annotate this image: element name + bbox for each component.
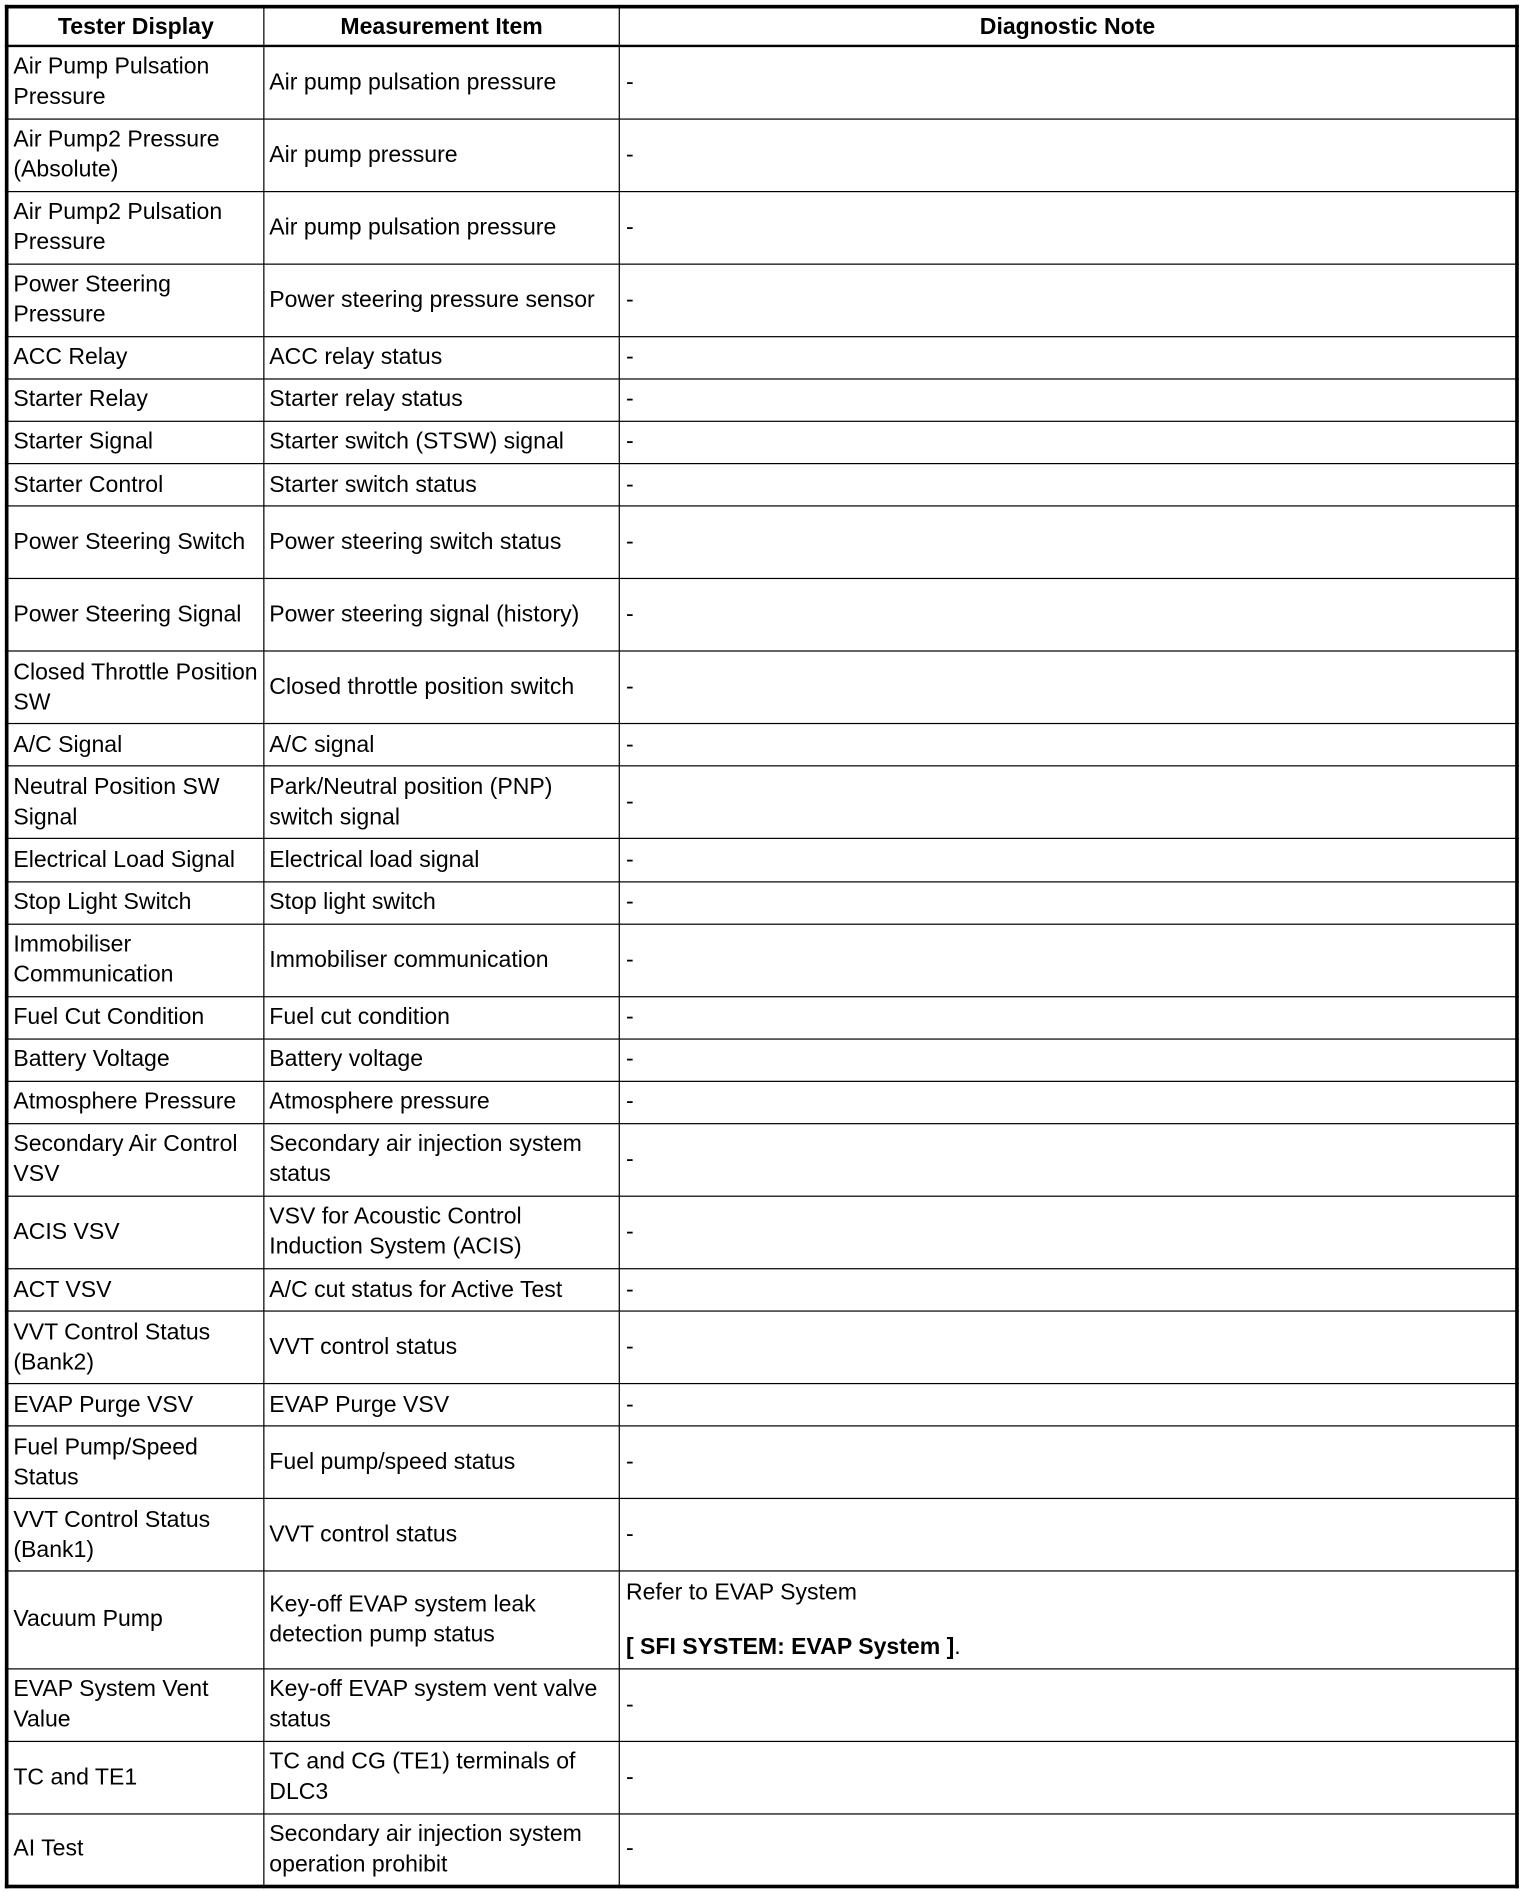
table-row [7, 1123, 1517, 1196]
measurement-item-cell: Fuel cut condition [264, 996, 619, 1038]
table-row [7, 881, 1517, 923]
table-row [7, 1668, 1517, 1741]
diagnostic-note-cell: - [619, 881, 1517, 923]
tester-display-cell: Fuel Pump/Speed Status [7, 1426, 264, 1499]
diagnostic-note-cell: - [619, 506, 1517, 579]
tester-display-cell: TC and TE1 [7, 1741, 264, 1814]
tester-display-cell: ACIS VSV [7, 1196, 264, 1269]
measurement-item-cell: Electrical load signal [264, 839, 619, 881]
measurement-item-cell: EVAP Purge VSV [264, 1384, 619, 1426]
table-row [7, 924, 1517, 997]
table-row [7, 1269, 1517, 1311]
table-row [7, 1741, 1517, 1814]
measurement-item-cell: ACC relay status [264, 337, 619, 379]
table-row [7, 651, 1517, 724]
tester-display-cell: Neutral Position SW Signal [7, 766, 264, 839]
diagnostic-note-cell: - [619, 766, 1517, 839]
table-row [7, 1081, 1517, 1123]
tester-display-cell: Vacuum Pump [7, 1571, 264, 1668]
table-row [7, 579, 1517, 652]
table-row [7, 1571, 1517, 1668]
tester-display-cell: EVAP Purge VSV [7, 1384, 264, 1426]
measurement-item-cell: VSV for Acoustic Control Induction System (ACIS) [264, 1196, 619, 1269]
diagnostic-note-cell: - [619, 1499, 1517, 1572]
table-row [7, 1426, 1517, 1499]
header-tester-display: Tester Display [7, 7, 264, 46]
tester-display-cell: EVAP System Vent Value [7, 1668, 264, 1741]
table-row [7, 119, 1517, 192]
diagnostic-note-cell: - [619, 1081, 1517, 1123]
tester-display-cell: Closed Throttle Position SW [7, 651, 264, 724]
measurement-item-cell: Atmosphere pressure [264, 1081, 619, 1123]
tester-display-cell: Electrical Load Signal [7, 839, 264, 881]
tester-display-cell: Starter Signal [7, 421, 264, 463]
measurement-item-cell: Air pump pulsation pressure [264, 191, 619, 264]
measurement-item-cell: A/C signal [264, 724, 619, 766]
diagnostic-note-cell: - [619, 579, 1517, 652]
table-row [7, 191, 1517, 264]
tester-display-cell: Atmosphere Pressure [7, 1081, 264, 1123]
measurement-item-cell: Air pump pressure [264, 119, 619, 192]
diagnostic-note-cell: - [619, 839, 1517, 881]
tester-display-cell: VVT Control Status (Bank2) [7, 1311, 264, 1384]
tester-display-cell: Air Pump2 Pressure (Absolute) [7, 119, 264, 192]
table-row [7, 724, 1517, 766]
measurement-item-cell: VVT control status [264, 1499, 619, 1572]
measurement-item-cell: Power steering switch status [264, 506, 619, 579]
measurement-item-cell: VVT control status [264, 1311, 619, 1384]
table-row [7, 46, 1517, 119]
table-row [7, 379, 1517, 421]
header-measurement-item: Measurement Item [264, 7, 619, 46]
table-row [7, 766, 1517, 839]
measurement-item-cell: Battery voltage [264, 1039, 619, 1081]
measurement-item-cell: Power steering pressure sensor [264, 264, 619, 337]
measurement-item-cell: Air pump pulsation pressure [264, 46, 619, 119]
table-row [7, 839, 1517, 881]
measurement-item-cell: TC and CG (TE1) terminals of DLC3 [264, 1741, 619, 1814]
measurement-item-cell: Closed throttle position switch [264, 651, 619, 724]
table-row [7, 1039, 1517, 1081]
tester-display-cell: Battery Voltage [7, 1039, 264, 1081]
table-row [7, 996, 1517, 1038]
tester-display-cell: Power Steering Signal [7, 579, 264, 652]
diagnostic-note-cell: - [619, 464, 1517, 506]
diagnostic-note-cell [619, 1571, 1517, 1668]
table-row [7, 337, 1517, 379]
measurement-item-cell: Secondary air injection system status [264, 1123, 619, 1196]
evap-system-link[interactable] [626, 1632, 1510, 1662]
measurement-item-cell: Starter switch status [264, 464, 619, 506]
diagnostic-note-cell: - [619, 924, 1517, 997]
diagnostic-note-cell: - [619, 1814, 1517, 1887]
table-row [7, 1384, 1517, 1426]
tester-display-cell: Starter Relay [7, 379, 264, 421]
tester-display-cell: Air Pump2 Pulsation Pressure [7, 191, 264, 264]
diagnostic-note-cell: - [619, 1123, 1517, 1196]
measurement-item-cell: Power steering signal (history) [264, 579, 619, 652]
measurement-item-cell: Starter relay status [264, 379, 619, 421]
header-diagnostic-note: Diagnostic Note [619, 7, 1517, 46]
table-row [7, 1499, 1517, 1572]
tester-display-cell: Power Steering Pressure [7, 264, 264, 337]
tester-display-cell: Immobiliser Communication [7, 924, 264, 997]
table-row [7, 1196, 1517, 1269]
diagnostic-note-cell: - [619, 379, 1517, 421]
diagnostic-note-cell: - [619, 191, 1517, 264]
table-row [7, 1311, 1517, 1384]
table-row [7, 1814, 1517, 1887]
measurement-item-cell: A/C cut status for Active Test [264, 1269, 619, 1311]
diagnostic-note-cell: - [619, 1741, 1517, 1814]
measurement-item-cell: Secondary air injection system operation prohibit [264, 1814, 619, 1887]
diagnostic-note-cell: - [619, 1196, 1517, 1269]
tester-display-cell: Fuel Cut Condition [7, 996, 264, 1038]
tester-display-cell: VVT Control Status (Bank1) [7, 1499, 264, 1572]
table-row [7, 264, 1517, 337]
measurement-item-cell: Key-off EVAP system vent valve status [264, 1668, 619, 1741]
diagnostic-note-cell: - [619, 337, 1517, 379]
table-row [7, 421, 1517, 463]
tester-display-cell: A/C Signal [7, 724, 264, 766]
tester-display-cell: Secondary Air Control VSV [7, 1123, 264, 1196]
tester-display-cell: Starter Control [7, 464, 264, 506]
tester-display-cell: AI Test [7, 1814, 264, 1887]
tester-display-cell: Power Steering Switch [7, 506, 264, 579]
diagnostic-note-cell: - [619, 1384, 1517, 1426]
diagnostic-note-cell: - [619, 46, 1517, 119]
measurement-item-cell: Stop light switch [264, 881, 619, 923]
link-trailing-period: . [954, 1634, 961, 1660]
diagnostic-note-cell: - [619, 724, 1517, 766]
diagnostic-note-cell: - [619, 1039, 1517, 1081]
diagnostic-note-cell: - [619, 1426, 1517, 1499]
table-row [7, 506, 1517, 579]
tester-display-cell: Stop Light Switch [7, 881, 264, 923]
diagnostic-note-cell: - [619, 1269, 1517, 1311]
data-list-table [5, 5, 1519, 1888]
diagnostic-note-cell: - [619, 1668, 1517, 1741]
measurement-item-cell: Immobiliser communication [264, 924, 619, 997]
evap-system-link-label: [ SFI SYSTEM: EVAP System ] [625, 1634, 955, 1660]
table-row [7, 464, 1517, 506]
diagnostic-note-cell: - [619, 119, 1517, 192]
tester-display-cell: Air Pump Pulsation Pressure [7, 46, 264, 119]
tester-display-cell: ACT VSV [7, 1269, 264, 1311]
measurement-item-cell: Key-off EVAP system leak detection pump status [264, 1571, 619, 1668]
diagnostic-note-cell: - [619, 996, 1517, 1038]
measurement-item-cell: Starter switch (STSW) signal [264, 421, 619, 463]
note-reference-text: Refer to EVAP System [625, 1579, 857, 1606]
diagnostic-note-cell: - [619, 1311, 1517, 1384]
tester-display-cell: ACC Relay [7, 337, 264, 379]
diagnostic-note-cell: - [619, 421, 1517, 463]
diagnostic-note-cell: - [619, 264, 1517, 337]
measurement-item-cell: Fuel pump/speed status [264, 1426, 619, 1499]
diagnostic-note-cell: - [619, 651, 1517, 724]
measurement-item-cell: Park/Neutral position (PNP) switch signal [264, 766, 619, 839]
table-header-row [7, 7, 1517, 46]
